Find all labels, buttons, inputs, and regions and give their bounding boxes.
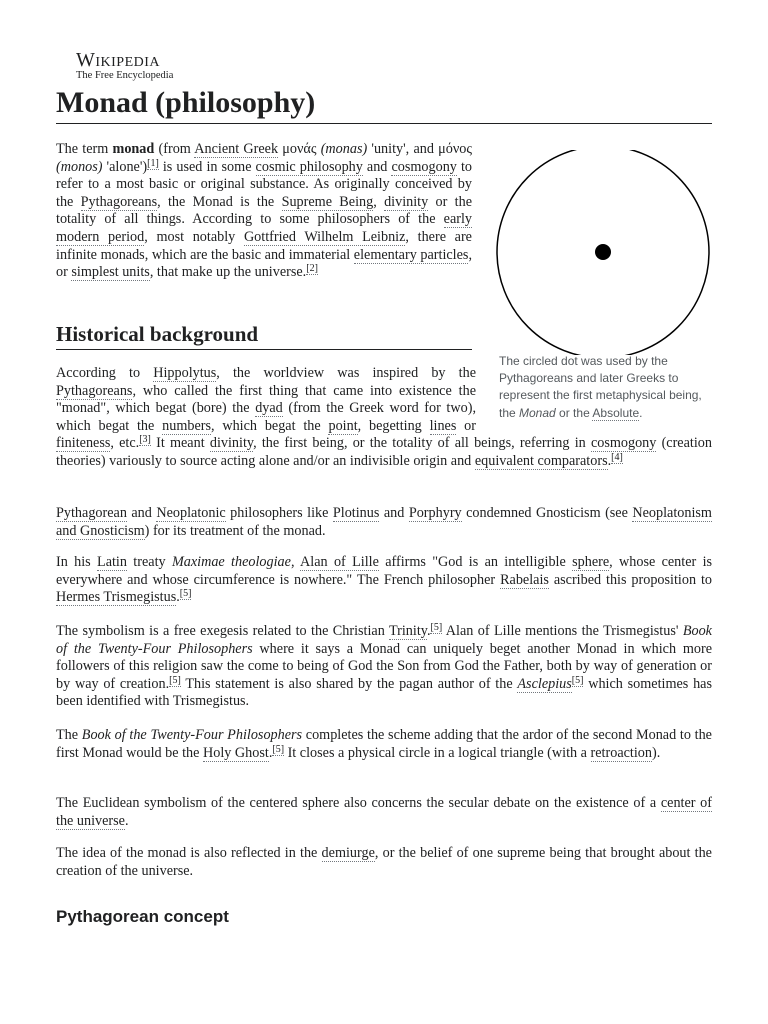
link-porphyry[interactable]: Porphyry xyxy=(408,505,462,521)
link-retroaction[interactable]: retroaction xyxy=(590,744,652,761)
link-dyad[interactable]: dyad xyxy=(255,400,283,417)
ref-5b[interactable]: [5] xyxy=(169,674,181,686)
figure-caption: The circled dot was used by the Pythagoreans and later Greeks to represent the first metaphysical being, the Monad or the Absolute. xyxy=(499,354,702,420)
link-early-modern-period[interactable]: early modern period xyxy=(56,211,472,245)
historical-paragraph-6: The Euclidean symbolism of the centered sphere also concerns the secular debate on the existence of a center of the universe. xyxy=(56,795,712,829)
link-latin[interactable]: Latin xyxy=(97,554,127,570)
wikipedia-logo[interactable] xyxy=(76,50,173,82)
link-asclepius[interactable]: Asclepius xyxy=(517,675,572,692)
link-cosmic-philosophy[interactable]: cosmic philosophy xyxy=(255,158,363,175)
link-divinity-2[interactable]: divinity xyxy=(209,435,254,452)
historical-paragraph-4: The symbolism is a free exegesis related to the Christian Trinity.[5] Alan of Lille mentions the Trismegistus' Book of the Twenty-Four Philosophers where it says a Monad can uniquely beget another Monad in which more followers of this religion saw the come to being of God the Son from God the Father, both by way of generation or by way of creation.[5] This statement is also shared by the pagan author of the Asclepius[5] which sometimes has been identified with Trismegistus. xyxy=(56,622,712,710)
term-monad: monad xyxy=(112,141,155,157)
ref-5a[interactable]: [5] xyxy=(430,622,443,633)
link-divinity[interactable]: divinity xyxy=(384,193,429,210)
link-lines[interactable]: lines xyxy=(429,417,457,434)
link-finiteness[interactable]: finiteness xyxy=(56,435,111,452)
link-trinity[interactable]: Trinity xyxy=(388,623,427,639)
link-cosmogony[interactable]: cosmogony xyxy=(391,158,457,175)
link-sphere[interactable]: sphere xyxy=(572,554,610,570)
link-equivalent-comparators[interactable]: equivalent comparators xyxy=(474,452,608,469)
link-neoplatonism-gnosticism[interactable]: Neoplatonism and Gnosticism xyxy=(56,505,712,539)
link-pythagoreans[interactable]: Pythagoreans xyxy=(80,193,158,210)
ref-5d[interactable]: [5] xyxy=(272,743,285,755)
ref-5[interactable]: [5] xyxy=(179,588,192,600)
link-hermes-trismegistus[interactable]: Hermes Trismegistus xyxy=(56,589,177,606)
historical-paragraph-2: Pythagorean and Neoplatonic philosophers like Plotinus and Porphyry condemned Gnosticism (see Neoplatonism and Gnosticism) for its treatment of the monad. xyxy=(56,505,712,539)
section-heading-historical: Historical background xyxy=(56,320,472,350)
historical-paragraph-5: The Book of the Twenty-Four Philosophers completes the scheme adding that the ardor of the second Monad to the first Monad would be the Holy Ghost.[5] It closes a physical circle in a logical triangle (with a retroaction). xyxy=(56,727,712,761)
link-supreme-being[interactable]: Supreme Being xyxy=(281,193,374,210)
link-neoplatonic[interactable]: Neoplatonic xyxy=(156,505,226,521)
ref-3[interactable]: [3] xyxy=(139,434,151,446)
link-pythagoreans-2[interactable]: Pythagoreans xyxy=(56,382,133,399)
section-heading-pythagorean: Pythagorean concept xyxy=(56,907,229,926)
logo-wordmark: Wikipedia xyxy=(76,49,161,71)
ref-2[interactable]: [2] xyxy=(306,263,318,275)
historical-paragraph-1: According to Hippolytus, the worldview was inspired by the Pythagoreans, who called the first thing that came into existence the "monad", which begat (bore) the dyad (from the Greek word for two), which begat the numbers, which begat the point, begetting lines or finiteness, etc.[3] It meant divinity, the first being, or the totality of all beings, referring in cosmogony (creation theories) variously to source acting alone and/or an indivisible origin and equivalent comparators.[4] xyxy=(56,365,712,469)
ref-1[interactable]: [1] xyxy=(147,157,159,169)
link-ancient-greek[interactable]: Ancient Greek xyxy=(194,141,279,157)
circled-dot-image xyxy=(494,150,712,355)
link-rabelais[interactable]: Rabelais xyxy=(500,571,549,588)
link-alan-of-lille[interactable]: Alan of Lille xyxy=(300,554,379,570)
page-title: Monad (philosophy) xyxy=(56,84,712,124)
historical-paragraph-7: The idea of the monad is also reflected in the demiurge, or the belief of one supreme being that brought about the creation of the universe. xyxy=(56,845,712,879)
logo-tagline: The Free Encyclopedia xyxy=(76,70,174,81)
circumpunct-figure[interactable] xyxy=(494,150,712,360)
ref-5c[interactable]: [5] xyxy=(571,674,584,686)
ref-4[interactable]: [4] xyxy=(611,451,623,463)
historical-paragraph-3: In his Latin treaty Maximae theologiae, Alan of Lille affirms "God is an intelligible sphere, whose center is everywhere and whose circumference is nowhere." The French philosopher Rabelais ascribed this proposition to Hermes Trismegistus.[5] xyxy=(56,554,713,606)
link-plotinus[interactable]: Plotinus xyxy=(332,505,380,521)
link-simplest-units[interactable]: simplest units xyxy=(71,264,150,281)
link-center-of-universe[interactable]: center of the universe xyxy=(56,795,712,829)
intro-paragraph: The term monad (from Ancient Greek μονάς (monas) 'unity', and μόνος (monos) 'alone')[1] is used in some cosmic philosophy and cosmogony to refer to a most basic or original substance. As originally conceived by the Pythagoreans, the Monad is the Supreme Being, divinity or the totality of all things. According to some philosophers of the early modern period, most notably Gottfried Wilhelm Leibniz, there are infinite monads, which are the basic and immaterial elementary particles, or simplest units, that make up the universe.[2] xyxy=(56,141,473,281)
link-demiurge[interactable]: demiurge xyxy=(321,845,375,861)
link-elementary-particles[interactable]: elementary particles xyxy=(353,246,469,263)
link-leibniz[interactable]: Gottfried Wilhelm Leibniz xyxy=(243,228,406,245)
link-cosmogony-2[interactable]: cosmogony xyxy=(590,435,657,452)
link-holy-ghost[interactable]: Holy Ghost xyxy=(202,744,269,761)
link-hippolytus[interactable]: Hippolytus xyxy=(153,365,217,381)
link-point[interactable]: point xyxy=(328,417,358,434)
link-numbers[interactable]: numbers xyxy=(162,417,211,434)
link-pythagorean[interactable]: Pythagorean xyxy=(56,505,127,521)
center-dot xyxy=(595,244,611,260)
link-absolute[interactable]: Absolute xyxy=(592,405,640,420)
